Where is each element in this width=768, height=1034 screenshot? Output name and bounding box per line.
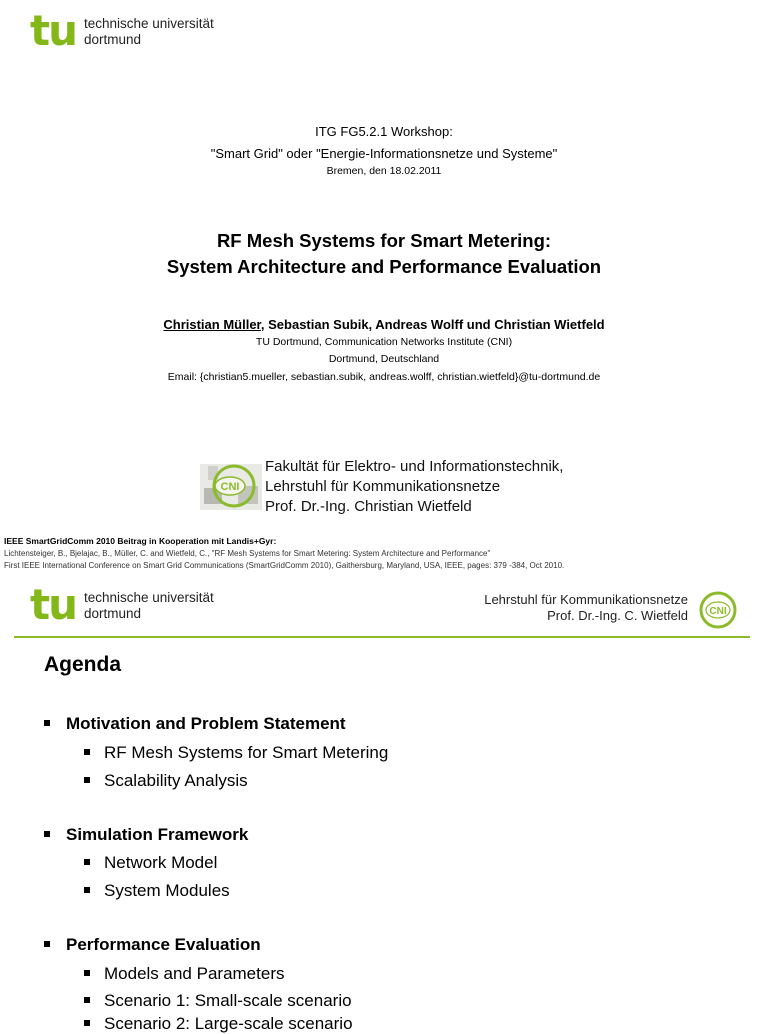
agenda-section-label: Motivation and Problem Statement bbox=[66, 714, 346, 733]
agenda-item bbox=[84, 853, 217, 873]
workshop-line1: ITG FG5.2.1 Workshop: bbox=[315, 124, 453, 139]
agenda-section bbox=[44, 714, 346, 734]
workshop-date: Bremen, den 18.02.2011 bbox=[326, 165, 442, 177]
slide-title-line2: System Architecture and Performance Evaluation bbox=[166, 256, 602, 277]
ieee-citation-line2: First IEEE International Conference on Smart Grid Communications (SmartGridComm 2010), Gaithersburg, Maryland, USA, IEEE, pages: 379 -384, Oct 2010. bbox=[4, 561, 565, 570]
chair-prof: Prof. Dr.-Ing. C. Wietfeld bbox=[547, 608, 688, 623]
cni-badge-text: CNI bbox=[709, 606, 727, 617]
agenda-item-label: Scenario 2: Large-scale scenario bbox=[104, 1014, 353, 1033]
bullet-icon bbox=[84, 749, 90, 755]
bullet-icon bbox=[44, 941, 50, 947]
logo-line1: technische universität bbox=[83, 590, 214, 605]
cni-building-logo bbox=[200, 458, 262, 514]
faculty-line3: Prof. Dr.-Ing. Christian Wietfeld bbox=[265, 498, 472, 515]
bullet-icon bbox=[44, 720, 50, 726]
bullet-icon bbox=[84, 777, 90, 783]
logo-line2: dortmund bbox=[83, 32, 142, 47]
agenda-item bbox=[84, 1014, 353, 1034]
coauthors: , Sebastian Subik, Andreas Wolff und Christian Wietfeld bbox=[260, 317, 605, 332]
cni-badge-icon bbox=[697, 590, 739, 630]
faculty-line1: Fakultät für Elektro- und Informationstechnik, bbox=[265, 458, 564, 475]
ieee-note-heading: IEEE SmartGridComm 2010 Beitrag in Kooperation mit Landis+Gyr: bbox=[4, 536, 277, 546]
chair-info bbox=[484, 592, 688, 624]
agenda-item-label: System Modules bbox=[104, 881, 230, 900]
agenda-section-label: Performance Evaluation bbox=[66, 935, 261, 954]
agenda-title: Agenda bbox=[44, 653, 122, 676]
faculty-block bbox=[265, 457, 563, 517]
workshop-line2: "Smart Grid" oder "Energie-Informationsnetze und Systeme" bbox=[210, 146, 558, 161]
faculty-line2: Lehrstuhl für Kommunikationsnetze bbox=[265, 478, 501, 495]
agenda-item bbox=[84, 743, 388, 763]
tu-logo-mark: tu bbox=[30, 580, 76, 629]
agenda-section bbox=[44, 935, 261, 955]
agenda-item bbox=[84, 881, 230, 901]
cni-photo-badge: CNI bbox=[220, 481, 240, 493]
agenda-item bbox=[84, 964, 284, 984]
tu-logo-mark: tu bbox=[30, 6, 76, 55]
logo-line2: dortmund bbox=[83, 606, 142, 621]
ieee-citation-line1: Lichtensteiger, B., Bjelajac, B., Müller, C. and Wietfeld, C., "RF Mesh Systems for Smart Metering: System Architecture and Performance" bbox=[4, 549, 491, 558]
header-divider bbox=[14, 636, 750, 638]
agenda-item-label: Scenario 1: Small-scale scenario bbox=[104, 991, 352, 1010]
bullet-icon bbox=[84, 997, 90, 1003]
tu-logo-text bbox=[84, 16, 214, 48]
agenda-item-label: Scalability Analysis bbox=[104, 771, 248, 790]
bullet-icon bbox=[84, 970, 90, 976]
tu-logo-slide2 bbox=[30, 580, 214, 629]
affiliation-line2: Dortmund, Deutschland bbox=[328, 353, 440, 365]
agenda-item-label: RF Mesh Systems for Smart Metering bbox=[104, 743, 389, 762]
bullet-icon bbox=[84, 1020, 90, 1026]
agenda-section-label: Simulation Framework bbox=[66, 825, 249, 844]
agenda-item bbox=[84, 771, 248, 791]
chair-name: Lehrstuhl für Kommunikationsnetze bbox=[484, 592, 688, 607]
slide-title-line1: RF Mesh Systems for Smart Metering: bbox=[216, 230, 552, 251]
presenting-author: Christian Müller bbox=[163, 317, 261, 332]
logo-line1: technische universität bbox=[83, 16, 214, 31]
agenda-item bbox=[84, 991, 352, 1011]
tu-logo bbox=[30, 6, 214, 55]
bullet-icon bbox=[84, 859, 90, 865]
affiliation-email: Email: {christian5.mueller, sebastian.subik, andreas.wolff, christian.wietfeld}@tu-dortmund.de bbox=[167, 371, 601, 383]
bullet-icon bbox=[84, 887, 90, 893]
affiliation-line1: TU Dortmund, Communication Networks Institute (CNI) bbox=[255, 336, 513, 348]
agenda-section bbox=[44, 825, 248, 845]
agenda-item-label: Network Model bbox=[104, 853, 218, 872]
tu-logo-text bbox=[84, 590, 214, 622]
bullet-icon bbox=[44, 831, 50, 837]
agenda-item-label: Models and Parameters bbox=[104, 964, 285, 983]
author-list bbox=[0, 317, 768, 332]
